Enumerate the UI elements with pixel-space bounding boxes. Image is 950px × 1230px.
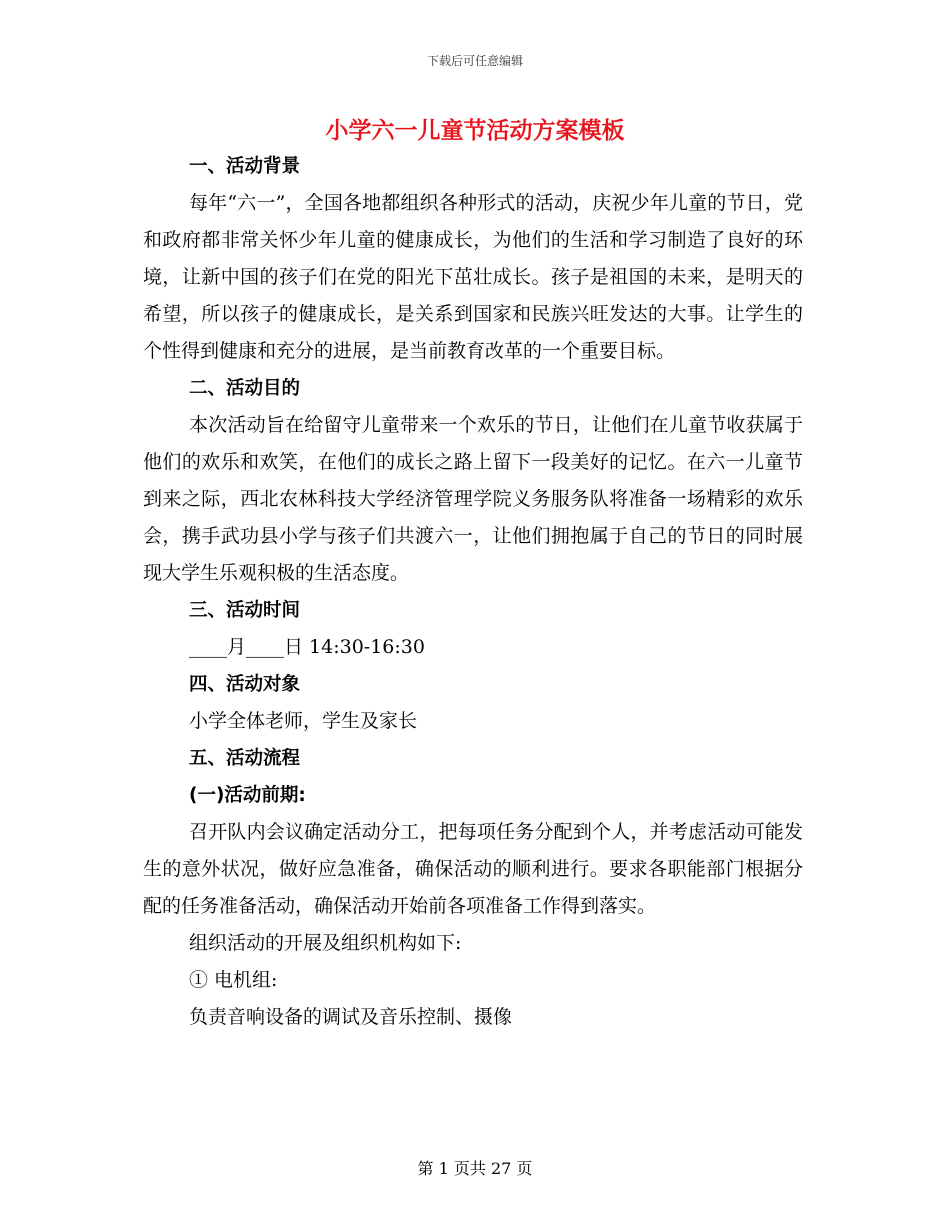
organization-intro-line: 组织活动的开展及组织机构如下: — [189, 932, 462, 954]
paragraph-purpose: 本次活动旨在给留守儿童带来一个欢乐的节日，让他们在儿童节收获属于他们的欢乐和欢笑，在他们的成长之路上留下一段美好的记忆。在六一儿童节到来之际，西北农林科技大学经济管理学院义务服务队将准备一场精彩的欢乐会，携手武功县小学与孩子们共渡六一，让他们拥抱属于自己的节日的同时展现大学生乐观积极的生活态度。 — [143, 414, 803, 584]
list-item-electrical-group: ① 电机组: — [189, 969, 278, 991]
electrical-group-duty: 负责音响设备的调试及音乐控制、摄像 — [189, 1006, 513, 1028]
paragraph-background: 每年“六一”，全国各地都组织各种形式的活动，庆祝少年儿童的节日，党和政府都非常关怀少年儿童的健康成长，为他们的生活和学习制造了良好的环境，让新中国的孩子们在党的阳光下茁壮成长。孩子是祖国的未来，是明天的希望，所以孩子的健康成长，是关系到国家和民族兴旺发达的大事。让学生的个性得到健康和充分的进展，是当前教育改革的一个重要目标。 — [143, 192, 803, 362]
document-body — [143, 148, 803, 1036]
section-heading-audience: 四、活动对象 — [189, 674, 301, 695]
time-line: ____月____日 14:30-16:30 — [189, 636, 425, 658]
section-heading-purpose: 二、活动目的 — [189, 378, 301, 399]
subheading-preparation: (一)活动前期: — [189, 785, 306, 806]
section-heading-process: 五、活动流程 — [189, 748, 301, 769]
page-footer: 第 1 页共 27 页 — [417, 1159, 533, 1178]
document-title: 小学六一儿童节活动方案模板 — [325, 118, 625, 144]
section-heading-background: 一、活动背景 — [189, 156, 301, 177]
audience-line: 小学全体老师，学生及家长 — [189, 710, 418, 732]
header-note: 下载后可任意编辑 — [426, 54, 523, 68]
section-heading-time: 三、活动时间 — [189, 600, 301, 621]
paragraph-preparation: 召开队内会议确定活动分工，把每项任务分配到个人，并考虑活动可能发生的意外状况，做好应急准备，确保活动的顺利进行。要求各职能部门根据分配的任务准备活动，确保活动开始前各项准备工作得到落实。 — [143, 821, 803, 917]
